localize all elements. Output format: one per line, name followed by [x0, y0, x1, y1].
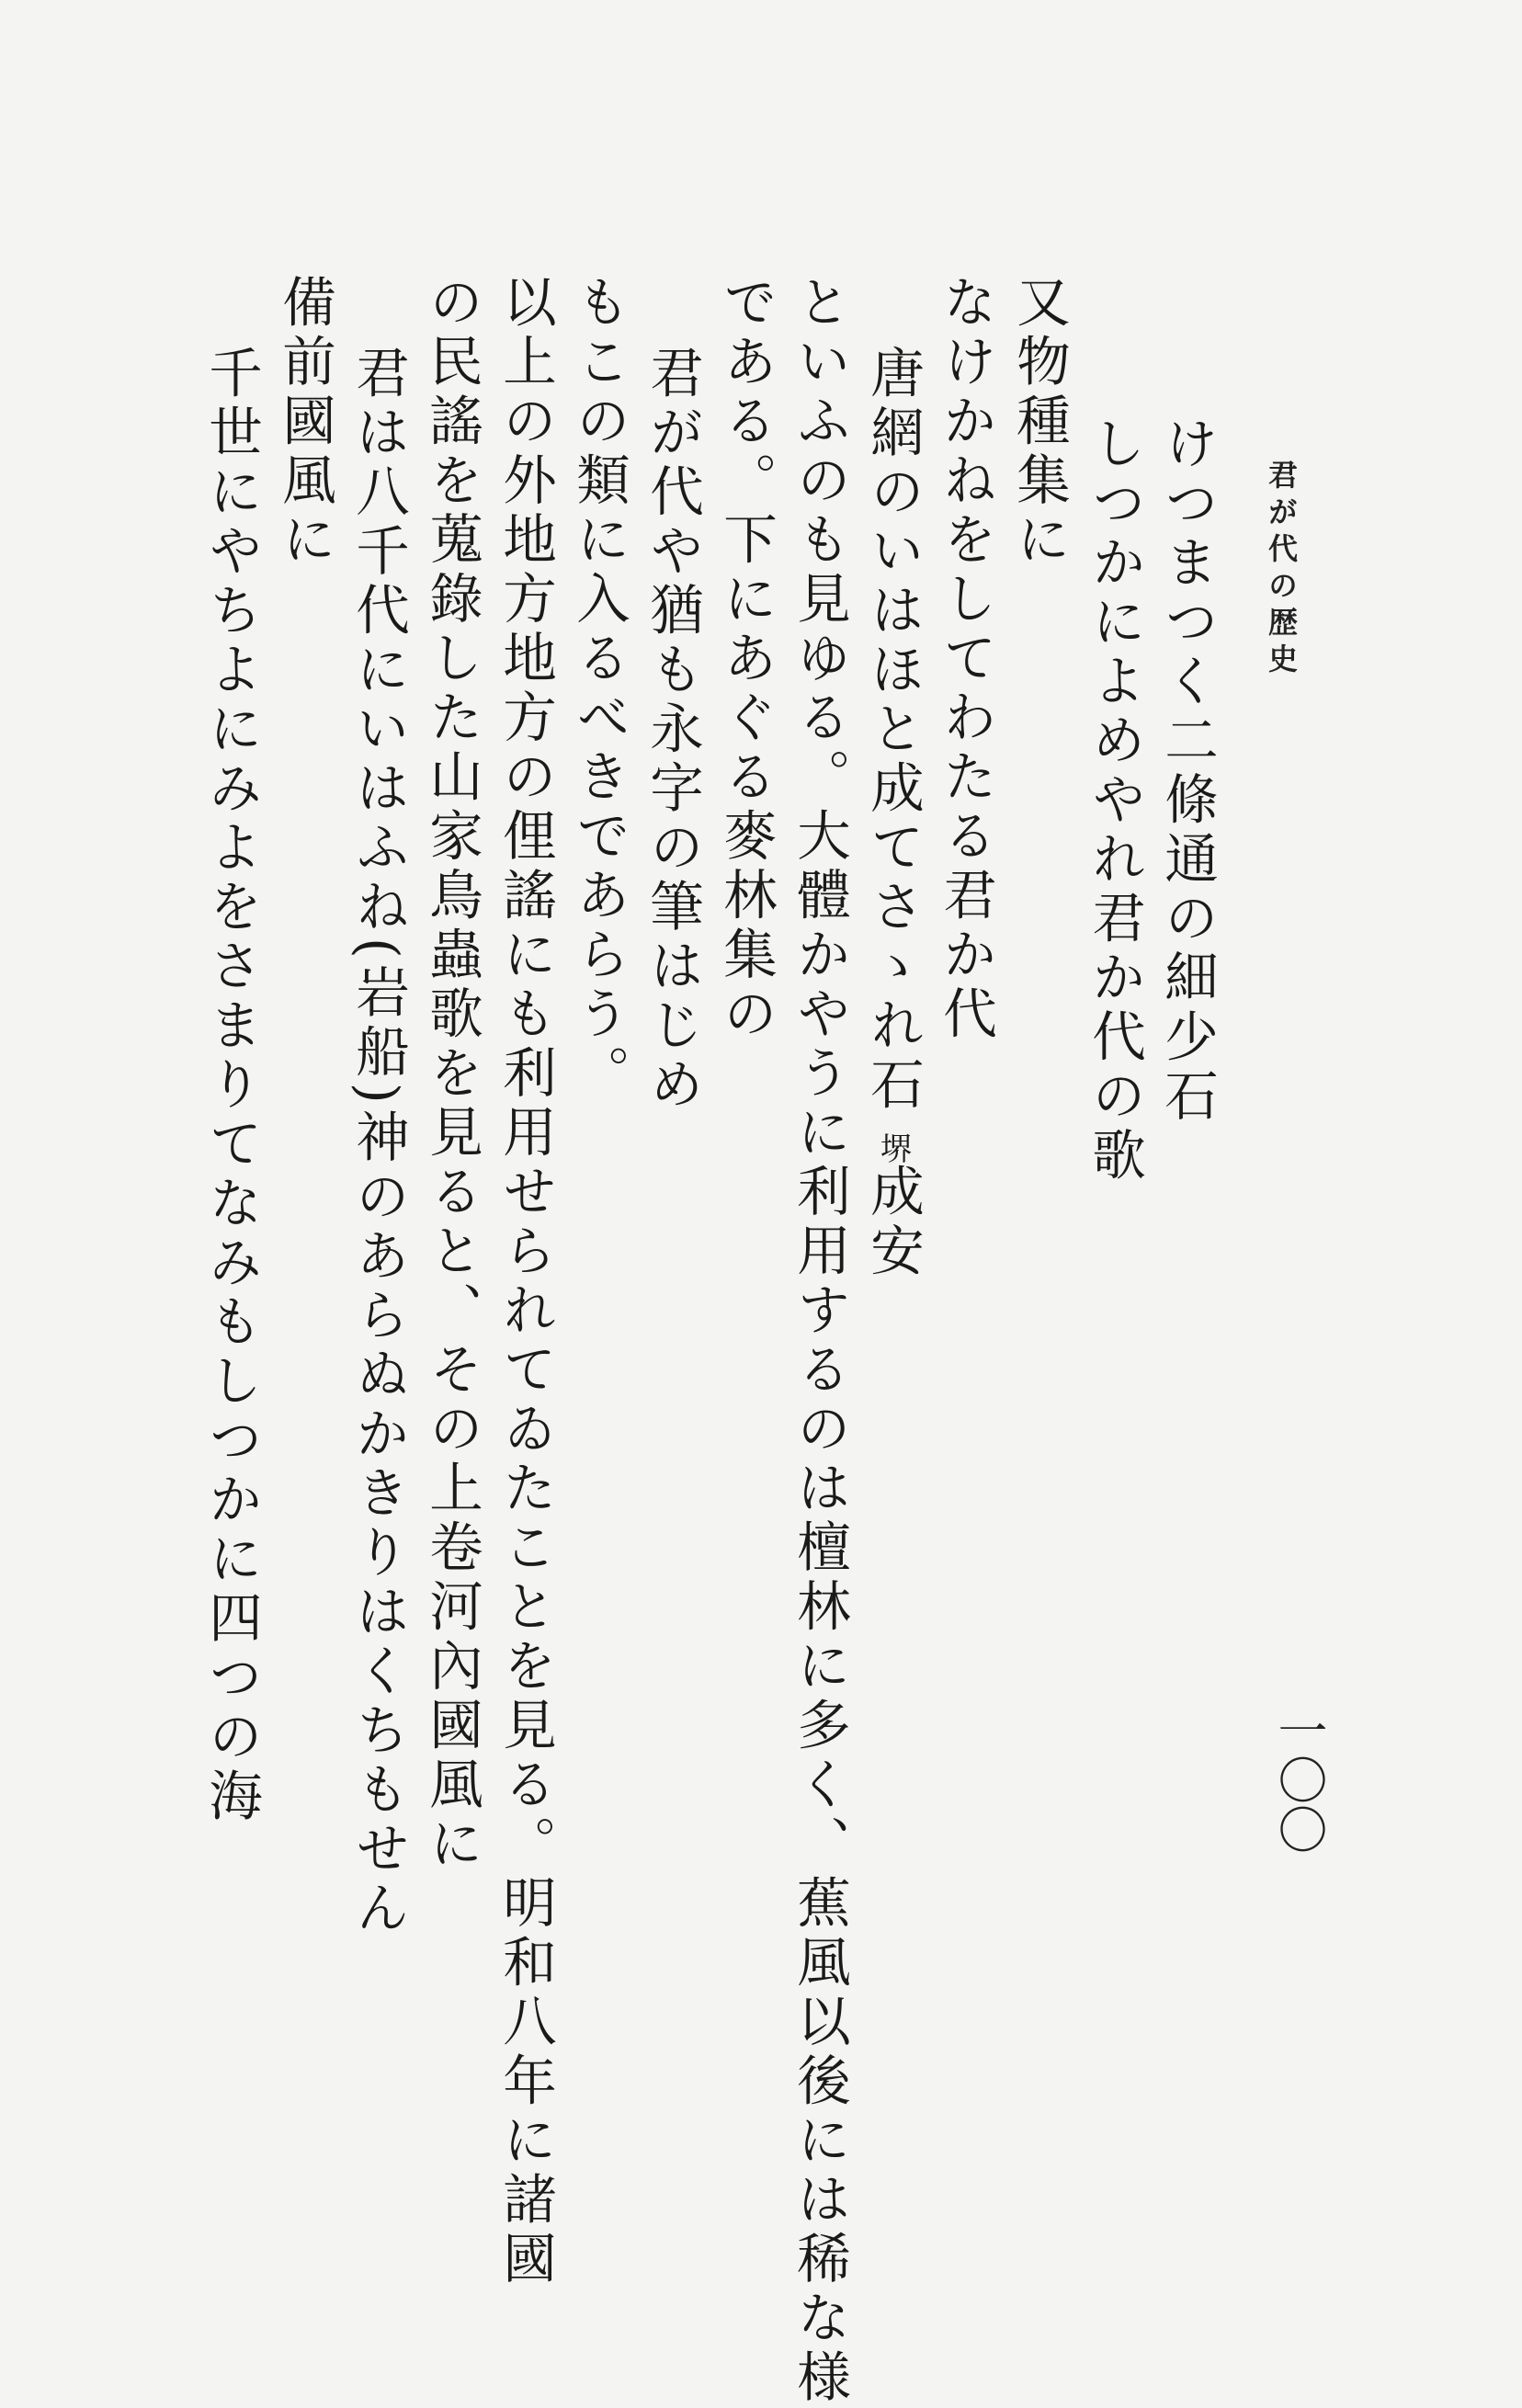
text-column-3: 又物種集に: [1007, 274, 1071, 571]
poem-line: 唐網のいはほと成てさゝれ石: [861, 345, 925, 1116]
poet-prefix: 堺: [874, 1131, 912, 1164]
text-column-7: である。下にあぐる麥林集の: [714, 274, 778, 1045]
text-column-9: もこの類に入るべきであらう。: [567, 274, 630, 1104]
text-column-2: しつかによめやれ君か代の歌: [1083, 415, 1146, 1187]
text-column-5: [861, 345, 925, 1282]
text-column-11: の民謠を蒐錄した山家鳥蟲歌を見ると、その上卷河內國風に: [420, 274, 483, 1875]
text-column-4: なけかねをしてわたる君か代: [934, 274, 997, 1045]
text-column-8: 君が代や猶も永字の筆はじめ: [641, 345, 704, 1116]
show-through-text: [1222, 276, 1259, 325]
text-column-10: 以上の外地方地方の俚謠にも利用せられてゐたことを見る。明和八年に諸國: [494, 274, 557, 2289]
text-column-1: けつまつく二條通の細少石: [1155, 415, 1219, 1127]
running-head: 君が代の歴史: [1264, 460, 1299, 680]
text-column-13: 備前國風に: [273, 274, 336, 571]
text-column-12: 君は八千代にいはふね(岩船)神のあらぬかきりはくちもせん: [346, 345, 410, 1939]
poet-name: 成安: [861, 1163, 925, 1282]
page-number: 一〇〇: [1270, 1705, 1328, 1854]
text-column-6: といふのも見ゆる。大體かやうに利用するのは檀林に多く、蕉風以後には稀な様: [788, 274, 851, 2408]
text-column-14: 千世にやちよにみよをさまりてなみもしつかに四つの海: [199, 345, 263, 1827]
